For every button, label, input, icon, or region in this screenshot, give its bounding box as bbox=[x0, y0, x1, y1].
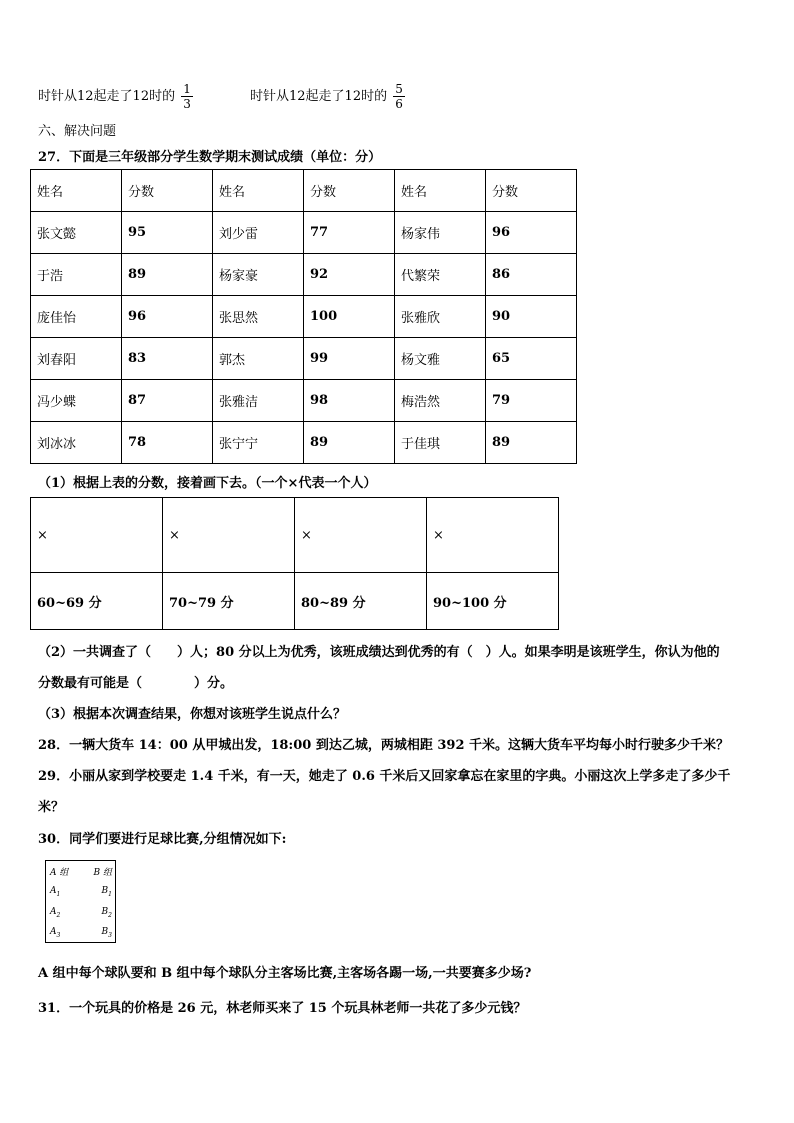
table-header-row bbox=[31, 170, 577, 212]
fraction-one-third: $\frac{1}{3}$ bbox=[183, 82, 191, 111]
clock-left bbox=[38, 82, 193, 112]
q27-part1: （1）根据上表的分数，接着画下去。（一个×代表一个人） bbox=[38, 476, 377, 491]
student-score: 99 bbox=[304, 338, 395, 380]
table-row bbox=[31, 380, 577, 422]
student-score: 89 bbox=[304, 422, 395, 464]
team-b3: $B_3$ bbox=[101, 927, 112, 939]
group-row bbox=[50, 907, 112, 919]
q29-line2: 米？ bbox=[38, 800, 65, 815]
group-b-header: B 组 bbox=[93, 868, 112, 878]
header-name-1: 姓名 bbox=[31, 170, 122, 212]
student-score: 77 bbox=[304, 212, 395, 254]
group-header-row bbox=[50, 865, 112, 878]
student-name: 梅浩然 bbox=[395, 380, 486, 422]
student-name: 刘春阳 bbox=[31, 338, 122, 380]
student-score: 87 bbox=[122, 380, 213, 422]
student-name: 郭杰 bbox=[213, 338, 304, 380]
tally-mark-cell: × bbox=[295, 498, 427, 573]
student-score: 100 bbox=[304, 296, 395, 338]
group-row bbox=[50, 886, 112, 898]
student-score: 65 bbox=[486, 338, 577, 380]
student-name: 于浩 bbox=[31, 254, 122, 296]
student-score: 96 bbox=[122, 296, 213, 338]
range-60-69: 60~69 分 bbox=[31, 573, 163, 630]
q27-title: 27．下面是三年级部分学生数学期末测试成绩（单位：分） bbox=[38, 150, 382, 165]
header-score-3: 分数 bbox=[486, 170, 577, 212]
team-a1: $A_1$ bbox=[50, 886, 61, 898]
student-name: 杨家伟 bbox=[395, 212, 486, 254]
team-a3: $A_3$ bbox=[50, 927, 61, 939]
score-table bbox=[30, 169, 577, 464]
student-name: 张宁宁 bbox=[213, 422, 304, 464]
student-name: 杨文雅 bbox=[395, 338, 486, 380]
tally-mark-cell: × bbox=[31, 498, 163, 573]
group-table bbox=[45, 860, 116, 943]
student-name: 张文懿 bbox=[31, 212, 122, 254]
table-row bbox=[31, 212, 577, 254]
student-name: 刘冰冰 bbox=[31, 422, 122, 464]
group-a-header: A 组 bbox=[50, 868, 69, 878]
student-name: 张雅欣 bbox=[395, 296, 486, 338]
section-title: 六、解决问题 bbox=[38, 124, 117, 139]
q29-line1: 29．小丽从家到学校要走 1.4 千米，有一天，她走了 0.6 千米后又回家拿忘在家里的字典。小丽这次上学多走了多少千 bbox=[38, 769, 731, 784]
clock-left-text: 时针从12起走了12时的 bbox=[38, 89, 176, 104]
q27-part2-line2: 分数最有可能是（ ）分。 bbox=[38, 676, 234, 691]
team-b1: $B_1$ bbox=[101, 886, 112, 898]
student-name: 刘少雷 bbox=[213, 212, 304, 254]
range-90-100: 90~100 分 bbox=[427, 573, 559, 630]
student-score: 83 bbox=[122, 338, 213, 380]
table-row bbox=[31, 338, 577, 380]
student-score: 86 bbox=[486, 254, 577, 296]
student-score: 89 bbox=[486, 422, 577, 464]
student-score: 90 bbox=[486, 296, 577, 338]
student-name: 庞佳怡 bbox=[31, 296, 122, 338]
q30-title: 30．同学们要进行足球比赛,分组情况如下: bbox=[38, 832, 287, 847]
header-score-2: 分数 bbox=[304, 170, 395, 212]
student-score: 92 bbox=[304, 254, 395, 296]
header-score-1: 分数 bbox=[122, 170, 213, 212]
student-name: 杨家豪 bbox=[213, 254, 304, 296]
tally-table bbox=[30, 497, 559, 630]
tally-mark-cell: × bbox=[163, 498, 295, 573]
table-row bbox=[31, 296, 577, 338]
team-b2: $B_2$ bbox=[101, 907, 112, 919]
range-70-79: 70~79 分 bbox=[163, 573, 295, 630]
clock-right bbox=[250, 82, 405, 112]
header-name-3: 姓名 bbox=[395, 170, 486, 212]
student-name: 张雅洁 bbox=[213, 380, 304, 422]
header-name-2: 姓名 bbox=[213, 170, 304, 212]
student-score: 79 bbox=[486, 380, 577, 422]
table-row bbox=[31, 254, 577, 296]
q28-text: 28．一辆大货车 14：00 从甲城出发，18:00 到达乙城，两城相距 392 千米。这辆大货车平均每小时行驶多少千米？ bbox=[38, 738, 730, 753]
table-row bbox=[31, 422, 577, 464]
group-row bbox=[50, 927, 112, 939]
q27-part3: （3）根据本次调查结果，你想对该班学生说点什么？ bbox=[38, 707, 347, 722]
student-score: 95 bbox=[122, 212, 213, 254]
q31-text: 31．一个玩具的价格是 26 元，林老师买来了 15 个玩具林老师一共花了多少元钱？ bbox=[38, 1001, 527, 1016]
student-score: 78 bbox=[122, 422, 213, 464]
tally-ranges-row bbox=[31, 573, 559, 630]
student-name: 于佳琪 bbox=[395, 422, 486, 464]
student-name: 代繁荣 bbox=[395, 254, 486, 296]
student-name: 冯少蝶 bbox=[31, 380, 122, 422]
student-score: 96 bbox=[486, 212, 577, 254]
tally-marks-row bbox=[31, 498, 559, 573]
student-score: 89 bbox=[122, 254, 213, 296]
q27-part2-line1: （2）一共调查了（ ）人；80 分以上为优秀，该班成绩达到优秀的有（ ）人。如果李明是该班学生，你认为他的 bbox=[38, 645, 720, 660]
tally-mark-cell: × bbox=[427, 498, 559, 573]
fraction-five-sixths: $\frac{5}{6}$ bbox=[395, 82, 403, 111]
team-a2: $A_2$ bbox=[50, 907, 61, 919]
q30-question: A 组中每个球队要和 B 组中每个球队分主客场比赛,主客场各踢一场,一共要赛多少场? bbox=[38, 966, 532, 981]
student-score: 98 bbox=[304, 380, 395, 422]
student-name: 张思然 bbox=[213, 296, 304, 338]
clock-right-text: 时针从12起走了12时的 bbox=[250, 89, 388, 104]
range-80-89: 80~89 分 bbox=[295, 573, 427, 630]
